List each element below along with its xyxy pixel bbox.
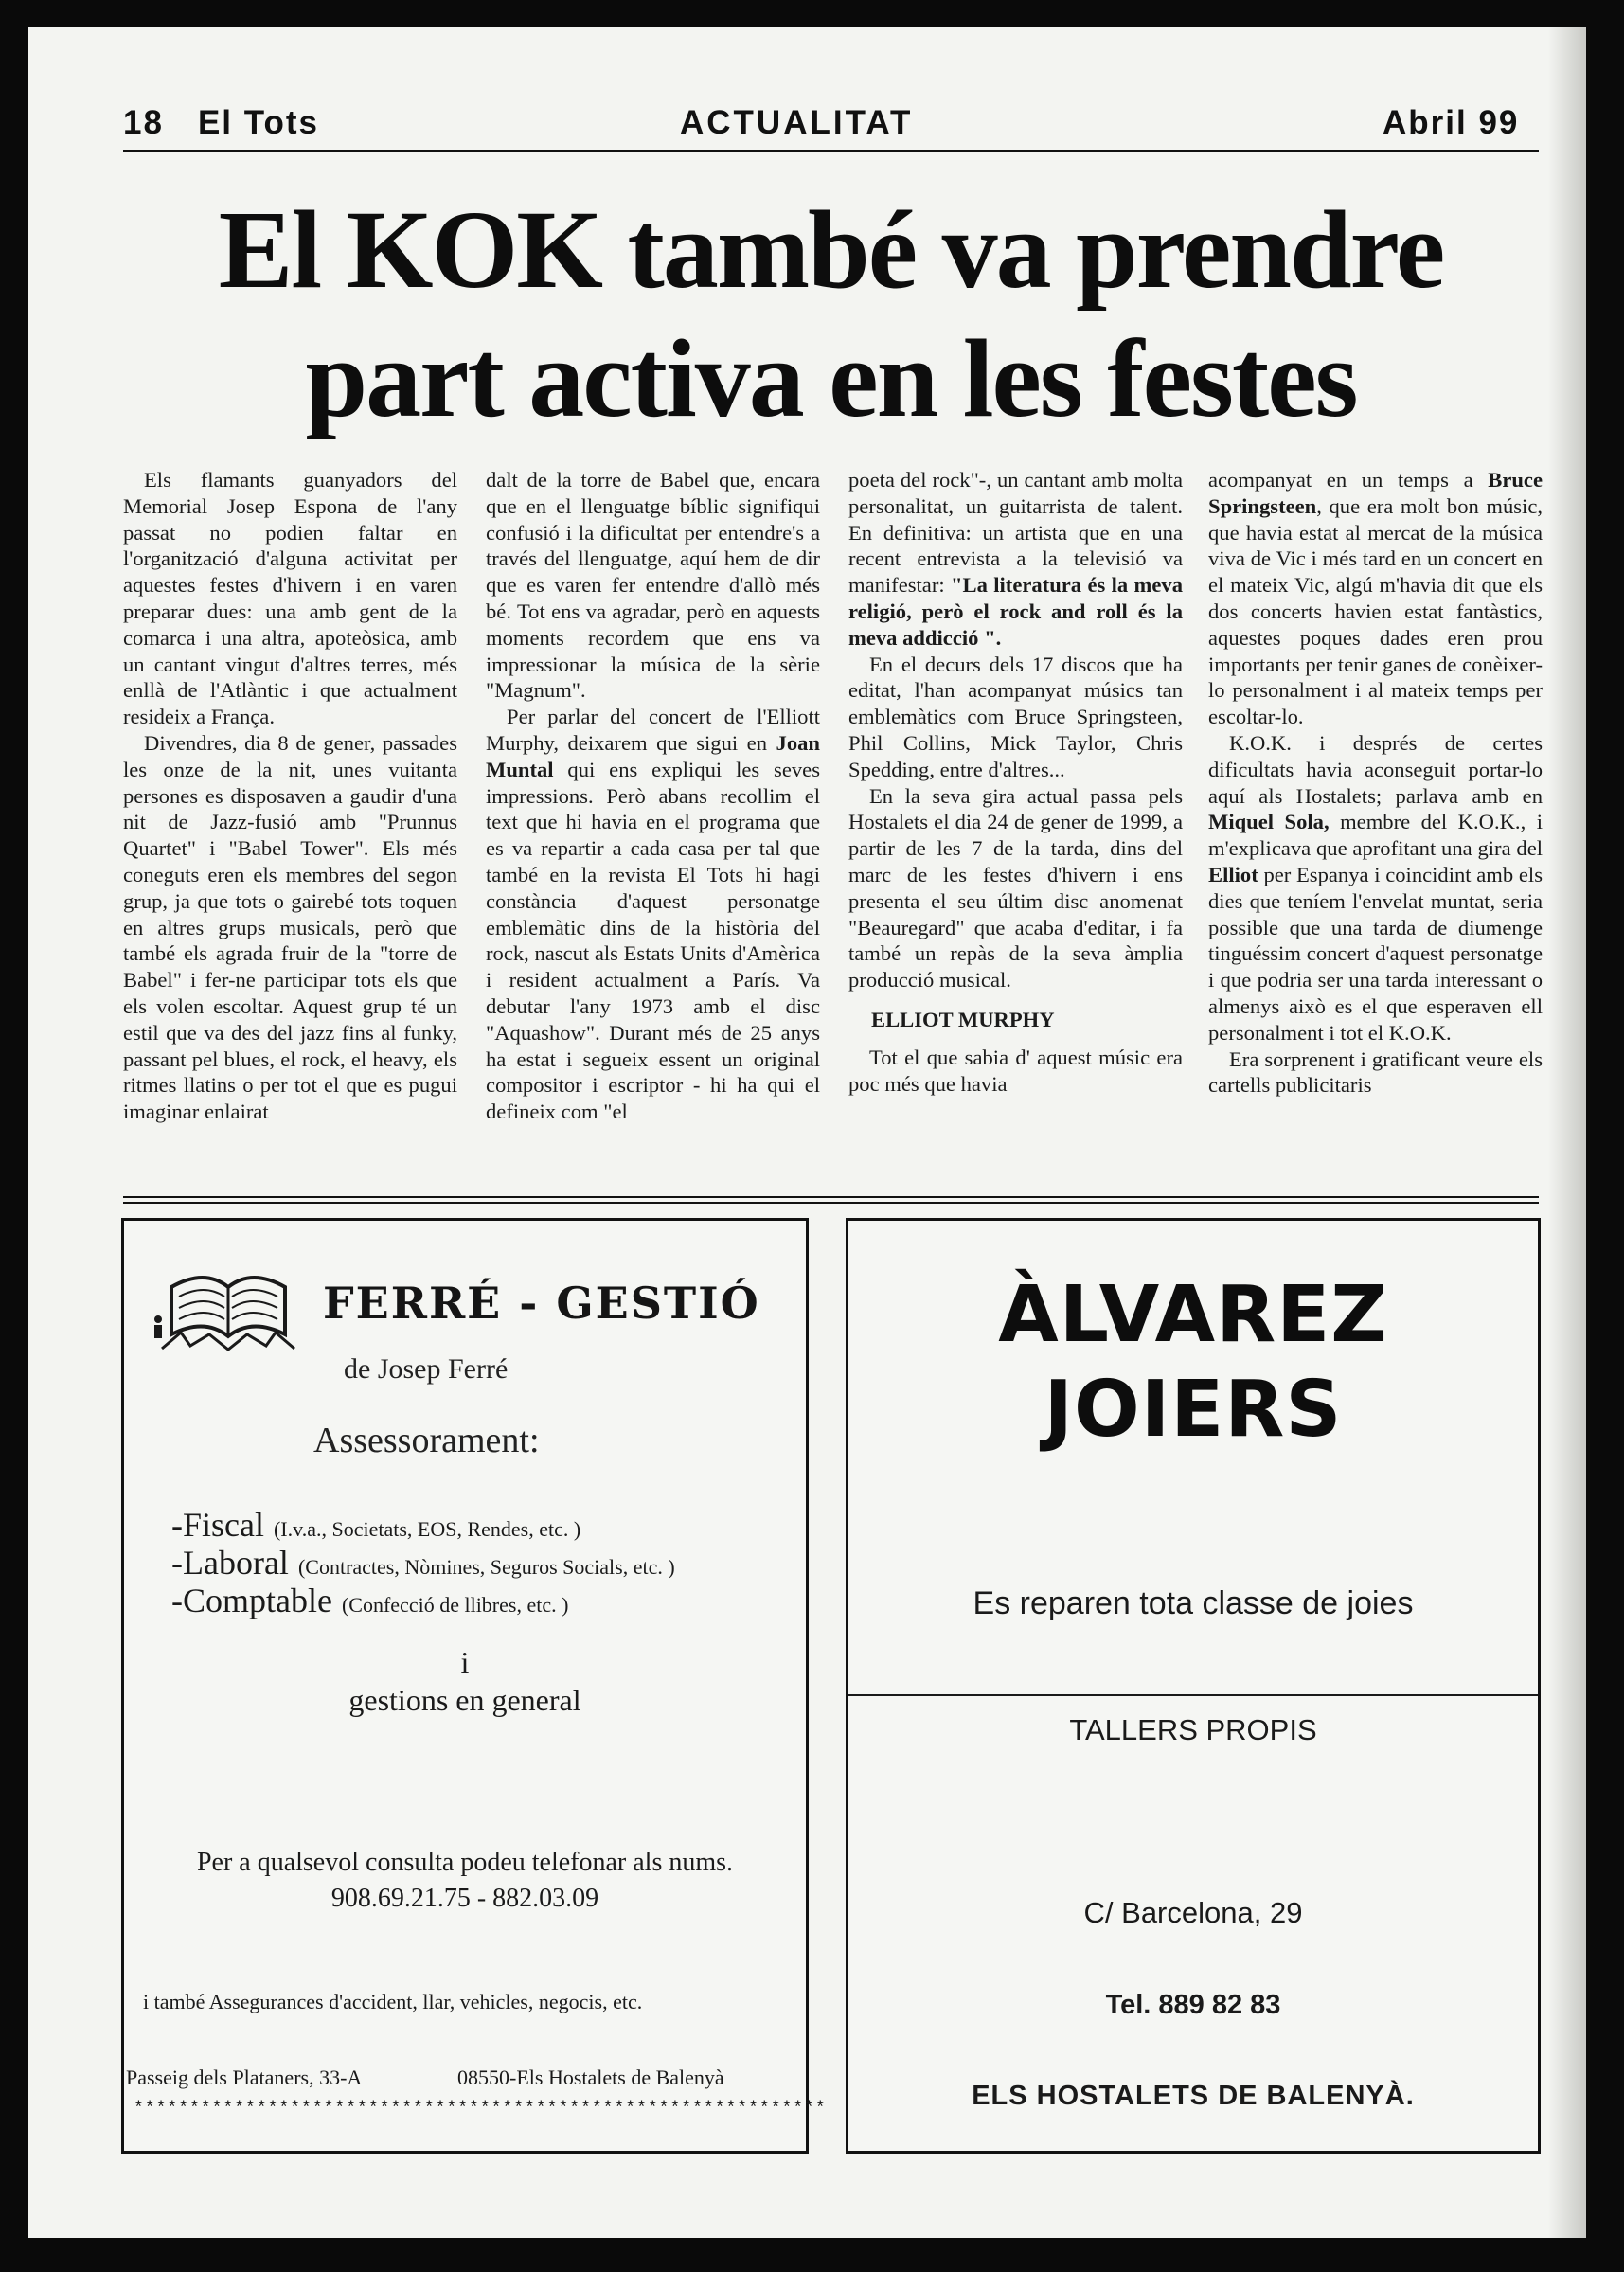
- service-fiscal: [171, 1505, 580, 1545]
- service-detail: (Confecció de llibres, etc. ): [341, 1593, 569, 1617]
- ad-ferre-insurance: i també Assegurances d'accident, llar, vehicles, negocis, etc.: [143, 1990, 643, 2013]
- ad-ferre-street: Passeig dels Plataners, 33-A: [126, 2066, 363, 2089]
- text-run: , que era molt bon músic, que havia estat al mercat de la música viva de Vic i més tard en un concert en el mateix Vic, algú m'havia dit que els dos concerts havien estat fantàstics, aquestes poques dades eren prou importants per tenir ganes de conèixer-lo personalment i al mateix temps per escoltar-lo.: [1208, 493, 1543, 729]
- quote: "La literatura és la meva religió, però el rock and roll és la meva addicció ".: [848, 573, 1183, 650]
- person-name: Bruce Springsteen: [1208, 468, 1543, 518]
- paragraph: [848, 467, 1183, 652]
- service-detail: (Contractes, Nòmines, Seguros Socials, etc. ): [297, 1555, 675, 1579]
- subheading: ELLIOT MURPHY: [871, 1007, 1055, 1031]
- paragraph: dalt de la torre de Babel que, encara que en el llenguatge bíblic signifiqui confusió i la dificultat per entendre's a través del llenguatge, aquí hem de dir que es varen fer entendre d'allò més bé. Tot ens va agradar, però en aquests moments recordem que ens va impressionar la música de la sèrie "Magnum".: [486, 468, 820, 703]
- service-name: -Comptable: [171, 1582, 332, 1619]
- issue-date: Abril 99: [1383, 104, 1520, 141]
- ad-alvarez-joiers: [846, 1218, 1541, 2154]
- text-run: acompanyat en un temps a: [1208, 468, 1489, 492]
- article-column-4: [1208, 467, 1543, 1206]
- ad-ferre-heading: Assessorament:: [313, 1421, 540, 1460]
- headline-line-2: part activa en les festes: [305, 316, 1357, 440]
- ad-alvarez-divider: [848, 1694, 1538, 1696]
- header-rule: [123, 150, 1539, 152]
- person-name: Elliot: [1208, 862, 1258, 886]
- paragraph: Divendres, dia 8 de gener, passades les onze de la nit, unes vuitanta persones es disposaven a gaudir d'una nit de Jazz-fusió amb "Prunnus Quartet" i "Babel Tower". Els més coneguts eren els membres del segon grup, ja que tots o gairebé tots toquen en altres grups musicals, però que també els agrada fruir de la "torre de Babel" i fer-ne participar tots els que els volen escoltar. Aquest grup té un estil que va des del jazz fins al funky, passant pel blues, el rock, el heavy, els ritmes llatins o per tot el que es pugui imaginar enlairat: [123, 730, 457, 1124]
- paragraph: [1208, 467, 1543, 730]
- service-name: -Laboral: [171, 1544, 289, 1582]
- paragraph: En el decurs dels 17 discos que ha editat, l'han acompanyat músics tan emblemàtics com Bruce Springsteen, Phil Collins, Mick Taylor, Chris Spedding, entre d'altres...: [848, 652, 1183, 781]
- paragraph: [1208, 730, 1543, 1047]
- service-comptable: [171, 1581, 568, 1620]
- headline: [123, 186, 1539, 443]
- headline-line-1: El KOK també va prendre: [218, 188, 1444, 312]
- ad-alvarez-phone: Tel. 889 82 83: [1105, 1990, 1281, 2020]
- paragraph: En la seva gira actual passa pels Hostalets el dia 24 de gener de 1999, a partir de les 7 de la tarda, dins del marc de les festes d'hivern i ens presenta el seu últim disc anomenat "Beauregard" que acaba d'editar, i fa també un repàs de la seva àmplia producció musical.: [848, 783, 1183, 993]
- newspaper-page: [28, 27, 1586, 2238]
- service-laboral: [171, 1543, 675, 1583]
- article-column-3: [848, 467, 1183, 1206]
- ad-alvarez-name: ÀLVAREZ: [998, 1270, 1388, 1360]
- running-header-left: [123, 104, 319, 142]
- ad-alvarez-joiers: JOIERS: [1044, 1365, 1343, 1455]
- person-name: Miquel Sola,: [1208, 810, 1330, 834]
- article-bottom-rule-2: [123, 1202, 1539, 1204]
- ad-ferre-title: FERRÉ - GESTIÓ: [323, 1278, 760, 1329]
- page-fold-shadow: [1548, 27, 1586, 2238]
- ad-ferre-gestio: [121, 1218, 827, 2154]
- article-bottom-rule: [123, 1196, 1539, 1198]
- ad-alvarez-address: C/ Barcelona, 29: [1083, 1896, 1303, 1929]
- ad-ferre-general: gestions en general: [348, 1683, 581, 1717]
- ad-alvarez-workshop: TALLERS PROPIS: [1069, 1713, 1317, 1746]
- paragraph: Era sorprenent i gratificant veure els cartells publicitaris: [1208, 1047, 1543, 1098]
- text-run: per Espanya i coincidint amb els dies que teníem l'envelat muntat, seria possible que una tarda de diumenge tinguéssim concert d'aquest personatge i que podria ser una tarda interessant o almenys això es el que esperaven ell personalment i tot el K.O.K.: [1208, 862, 1543, 1045]
- text-run: membre del K.O.K., i m'explicava que aprofitant una gira del: [1208, 810, 1543, 861]
- service-name: -Fiscal: [171, 1506, 264, 1544]
- ad-alvarez-slogan: Es reparen tota classe de joies: [973, 1585, 1414, 1621]
- ad-ferre-consult: Per a qualsevol consulta podeu telefonar als nums.: [196, 1848, 734, 1877]
- text-run: K.O.K. i després de certes dificultats havia aconseguit portar-lo aquí als Hostalets; parlava amb en: [1208, 730, 1543, 808]
- article-column-2: [486, 467, 820, 1206]
- service-detail: (I.v.a., Societats, EOS, Rendes, etc. ): [273, 1517, 581, 1541]
- article-column-1: [123, 467, 457, 1206]
- publication-name: El Tots: [197, 104, 320, 141]
- person-name: Joan Muntal: [486, 730, 820, 781]
- text-run: Per parlar del concert de l'Elliott Murphy, deixarem que sigui en: [486, 705, 820, 755]
- text-run: poeta del rock"-, un cantant amb molta personalitat, un guitarrista de talent. En definitiva: un artista que en una recent entrevista a la televisió va manifestar:: [848, 468, 1183, 598]
- text-run: qui ens expliqui les seves impressions. Però abans recollim el text que hi havia en el programa que es va repartir a cada casa per tal que també en la revista El Tots hi hagi constància d'aquest personatge emblemàtic dins de la història del rock, nascut als Estats Units d'Amèrica i resident actualment a París. Va debutar l'any 1973 amb el disc "Aquashow". Durant més de 25 anys ha estat i segueix essent un original compositor i escriptor - hi ha qui el defineix com "el: [486, 757, 820, 1124]
- open-book-icon: [152, 1259, 304, 1363]
- page-number: 18: [123, 104, 164, 141]
- ad-ferre-and: i: [460, 1645, 470, 1679]
- ad-ferre-subtitle: de Josep Ferré: [344, 1353, 509, 1385]
- paragraph: [486, 704, 820, 1125]
- ad-alvarez-town: ELS HOSTALETS DE BALENYÀ.: [972, 2081, 1415, 2111]
- paragraph: Tot el que sabia d' aquest músic era poc més que havia: [848, 1045, 1183, 1096]
- paragraph: Els flamants guanyadors del Memorial Josep Espona de l'any passat no podien faltar en l'organització d'alguna activitat per aquestes festes d'hivern i en varen preparar dues: una amb gent de la comarca i una altra, apoteòsica, amb un cantant vingut d'altres terres, més enllà de l'Atlàntic i que actualment resideix a França.: [123, 468, 457, 729]
- section-label: ACTUALITAT: [680, 104, 914, 141]
- ad-ferre-town: 08550-Els Hostalets de Balenyà: [457, 2066, 724, 2089]
- ad-ferre-phones: 908.69.21.75 - 882.03.09: [330, 1884, 599, 1913]
- ad-ferre-star-border: **************************************************************: [134, 2100, 827, 2119]
